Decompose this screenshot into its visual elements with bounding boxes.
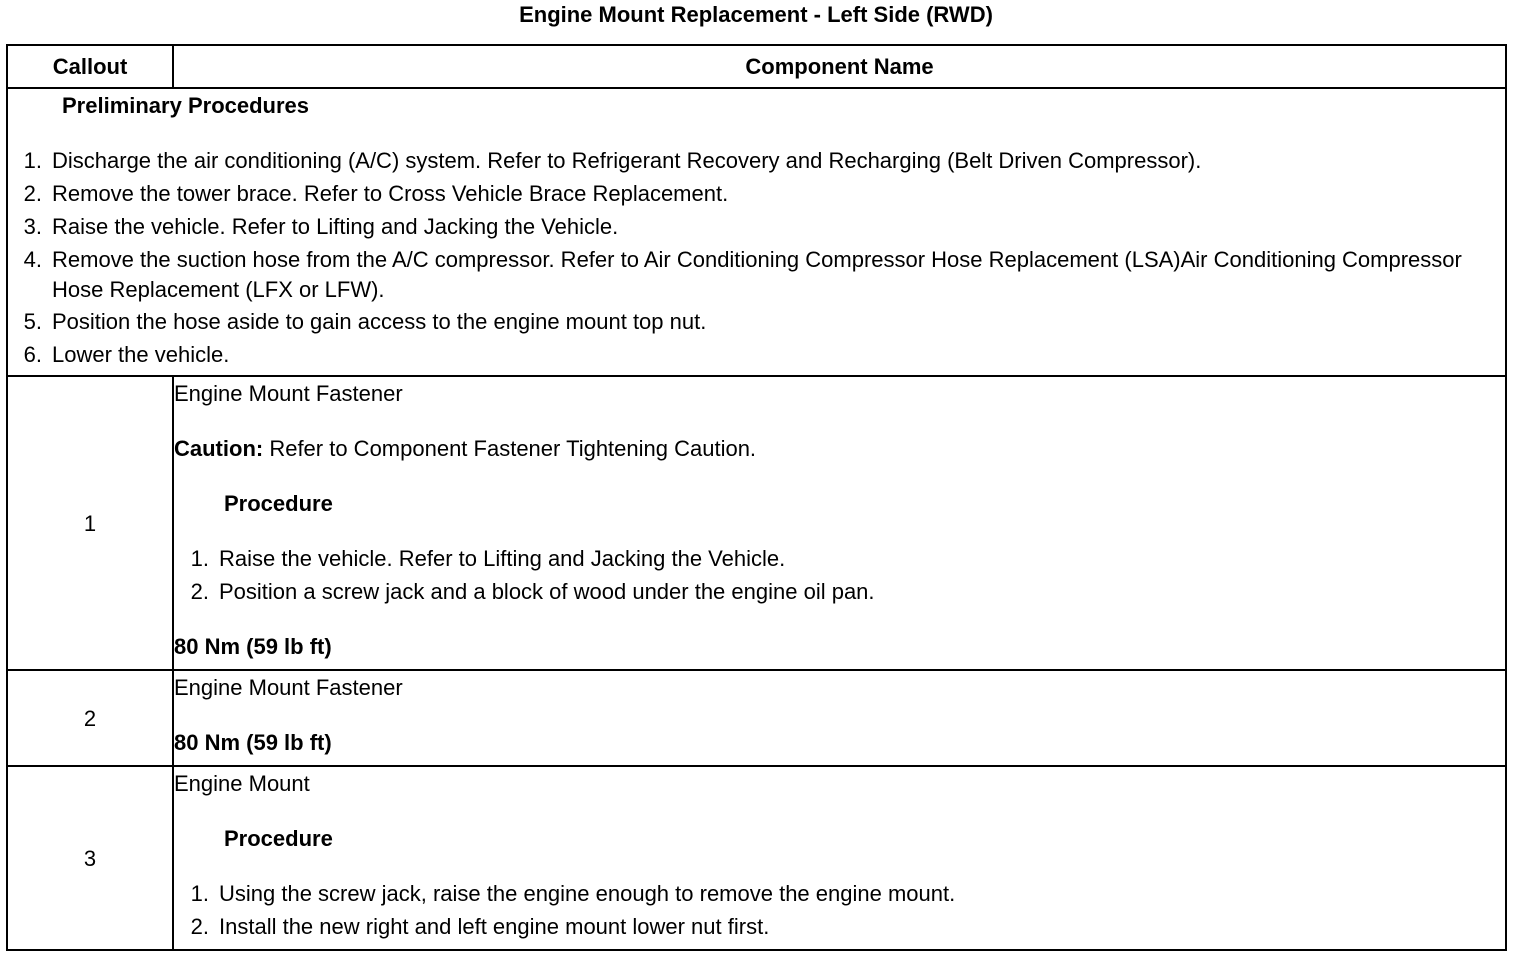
step-text: Position a screw jack and a block of wood under the engine oil pan. [219, 579, 875, 604]
component-cell [173, 670, 1506, 766]
page-title: Engine Mount Replacement - Left Side (RWD) [519, 2, 993, 27]
list-item [8, 338, 1505, 371]
component-name: Engine Mount Fastener [174, 675, 403, 700]
procedure-heading: Procedure [224, 491, 333, 516]
step-text: Install the new right and left engine mount lower nut first. [219, 914, 770, 939]
step-text: Lower the vehicle. [52, 342, 230, 367]
list-item [174, 910, 1505, 943]
component-name: Engine Mount Fastener [174, 381, 403, 406]
list-item [8, 144, 1505, 177]
list-item [174, 575, 1505, 608]
list-item [174, 542, 1505, 575]
step-text: Position the hose aside to gain access to the engine mount top nut. [52, 309, 707, 334]
component-name-header: Component Name [173, 45, 1506, 88]
step-text: Discharge the air conditioning (A/C) system. Refer to Refrigerant Recovery and Recharging (Belt Driven Compressor). [52, 148, 1202, 173]
step-number: 2. [190, 914, 209, 939]
torque-spec: 80 Nm (59 lb ft) [174, 730, 332, 755]
procedure-table [6, 44, 1507, 951]
table-row [7, 766, 1506, 950]
procedure-steps [174, 877, 1505, 943]
step-text: Remove the tower brace. Refer to Cross Vehicle Brace Replacement. [52, 181, 729, 206]
caution-label: Caution: [174, 436, 264, 461]
step-text: Raise the vehicle. Refer to Lifting and Jacking the Vehicle. [219, 546, 786, 571]
table-row [7, 376, 1506, 670]
list-item [8, 177, 1505, 210]
preliminary-steps [8, 144, 1505, 371]
procedure-steps [174, 542, 1505, 608]
step-text: Using the screw jack, raise the engine enough to remove the engine mount. [219, 881, 956, 906]
torque-spec: 80 Nm (59 lb ft) [174, 634, 332, 659]
table-row [7, 670, 1506, 766]
caution-note [174, 432, 1505, 465]
header-row [7, 45, 1506, 88]
callout-number: 3 [7, 766, 173, 950]
component-name: Engine Mount [174, 771, 310, 796]
list-item [8, 210, 1505, 243]
step-number: 5. [23, 309, 42, 334]
preliminary-cell [7, 88, 1506, 376]
step-number: 4. [23, 247, 42, 272]
step-number: 1. [23, 148, 42, 173]
step-number: 1. [190, 546, 209, 571]
step-text: Raise the vehicle. Refer to Lifting and Jacking the Vehicle. [52, 214, 619, 239]
step-number: 3. [23, 214, 42, 239]
list-item [8, 243, 1505, 305]
step-number: 2. [190, 579, 209, 604]
caution-text: Refer to Component Fastener Tightening Caution. [263, 436, 757, 461]
preliminary-heading: Preliminary Procedures [62, 93, 310, 118]
callout-number: 1 [7, 376, 173, 670]
list-item [174, 877, 1505, 910]
preliminary-row [7, 88, 1506, 376]
callout-header: Callout [7, 45, 173, 88]
component-cell [173, 376, 1506, 670]
step-number: 2. [23, 181, 42, 206]
procedure-heading: Procedure [224, 826, 333, 851]
callout-number: 2 [7, 670, 173, 766]
step-text: Remove the suction hose from the A/C compressor. Refer to Air Conditioning Compressor Hose Replacement (LSA)Air Conditioning Compressor Hose Replacement (LFX or LFW). [52, 247, 1462, 302]
step-number: 1. [190, 881, 209, 906]
step-number: 6. [23, 342, 42, 367]
list-item [8, 305, 1505, 338]
component-cell [173, 766, 1506, 950]
